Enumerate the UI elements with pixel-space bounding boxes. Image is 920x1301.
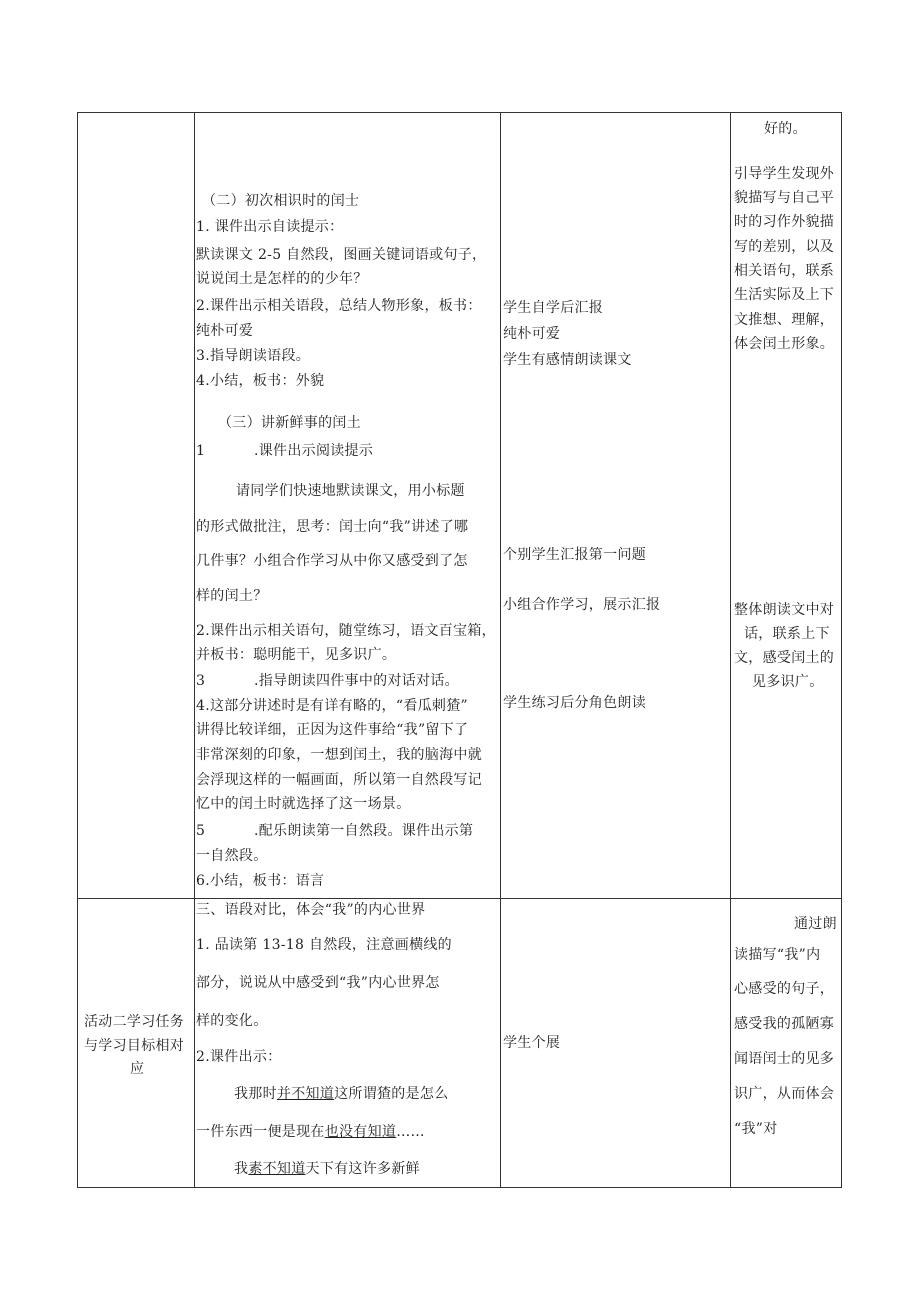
student-activity-text: 个别学生汇报第一问题 xyxy=(503,547,646,563)
section-3-item-4-text: 忆中的闰土时就选择了这一场景。 xyxy=(196,796,411,812)
underlined-phrase: 也没有知道 xyxy=(324,1124,397,1140)
student-activity-text: 学生有感情朗读课文 xyxy=(503,352,632,368)
section-item-1-text: 样的变化。 xyxy=(196,1013,268,1029)
section-3-item-5-number: 5 xyxy=(196,823,206,839)
column-divider xyxy=(194,113,195,1187)
section-2-title: （二）初次相识时的闰士 xyxy=(202,193,360,209)
section-3-item-5-text: 一自然段。 xyxy=(196,848,268,864)
section-3-item-2: 2.课件出示相关语句，随堂练习，语文百宝箱， xyxy=(196,623,496,639)
design-intent-text: 时的习作外貌描 xyxy=(734,214,835,230)
design-intent-text: 读描写“我”内 xyxy=(734,947,821,963)
section-3-item-4-text: 会浮现这样的一幅画面，所以第一自然段写记 xyxy=(196,772,482,788)
design-intent-text: 写的差别，以及 xyxy=(734,239,835,255)
section-3-paragraph: 的形式做批注，思考：闰士向“我”讲述了哪 xyxy=(196,519,469,535)
column-divider xyxy=(730,113,731,1187)
quoted-sentence: 一件东西一便是现在也没有知道…… xyxy=(196,1124,425,1140)
design-intent-text: 貌描写与自己平 xyxy=(734,190,835,206)
section-3-item-4-text: 非常深刻的印象，一想到闰土，我的脑海中就 xyxy=(196,747,482,763)
design-intent-text: 话，联系上下 xyxy=(744,626,830,642)
design-intent-text: 见多识广。 xyxy=(752,674,824,690)
quoted-sentence: 我素不知道天下有这许多新鲜 xyxy=(234,1161,420,1177)
design-intent-text: 文推想、理解， xyxy=(734,312,835,328)
section-3-item-2-text: 并板书：聪明能干，见多识广。 xyxy=(196,647,397,663)
section-3-item-4: 4.这部分讲述时是有详有略的，“看瓜刺猹” xyxy=(196,698,468,714)
design-intent-text: 生活实际及上下 xyxy=(734,287,835,303)
section-2-item-2-text: 纯朴可爱 xyxy=(196,323,254,339)
design-intent-text: 闻语闰士的见多 xyxy=(734,1051,835,1067)
student-activity-text: 小组合作学习，展示汇报 xyxy=(503,597,661,613)
design-intent-text: 通过朗 xyxy=(794,916,837,932)
lesson-plan-table xyxy=(77,112,842,1188)
activity-label-text: 与学习目标相对 xyxy=(84,1038,185,1054)
student-activity-text: 学生练习后分角色朗读 xyxy=(503,695,646,711)
design-intent-text: “我”对 xyxy=(734,1121,778,1137)
section-2-item-3: 3.指导朗读语段。 xyxy=(196,348,311,364)
section-3-item-6: 6.小结，板书：语言 xyxy=(196,873,325,889)
section-3-item-3-number: 3 xyxy=(196,673,206,689)
section-2-item-4: 4.小结，板书：外貌 xyxy=(196,373,325,389)
section-3-paragraph: 样的闰土？ xyxy=(196,588,268,604)
design-intent-text: 引导学生发现外 xyxy=(734,166,835,182)
section-3-paragraph: 请同学们快速地默读课文，用小标题 xyxy=(236,483,465,499)
section-3-item-1-number: 1 xyxy=(196,443,206,459)
section-3-item-5: .配乐朗读第一自然段。课件出示第 xyxy=(254,823,474,839)
design-intent-text: 识广，从而体会 xyxy=(734,1086,835,1102)
section-3-item-1: .课件出示阅读提示 xyxy=(254,443,374,459)
column-divider xyxy=(500,113,501,1187)
student-activity-text: 学生自学后汇报 xyxy=(503,300,604,316)
section-item-1-text: 部分，说说从中感受到“我”内心世界怎 xyxy=(196,975,440,991)
section-2-item-1-text: 说说闰土是怎样的的少年？ xyxy=(196,271,368,287)
underlined-phrase: 素不知道 xyxy=(248,1161,306,1177)
section-2-item-1: 1. 课件出示自读提示： xyxy=(196,219,344,235)
section-item-1: 1. 品读第 13-18 自然段，注意画横线的 xyxy=(196,937,452,953)
row-divider xyxy=(78,898,841,899)
design-intent-text: 感受我的孤陋寡 xyxy=(734,1016,835,1032)
section-2-item-2: 2.课件出示相关语段，总结人物形象，板书： xyxy=(196,298,482,314)
activity-label-text: 活动二学习任务 xyxy=(84,1014,185,1030)
design-intent-text: 体会闰土形象。 xyxy=(734,336,835,352)
design-intent-text: 好的。 xyxy=(764,121,807,137)
student-activity-text: 纯朴可爱 xyxy=(503,326,561,342)
student-activity-text: 学生个展 xyxy=(503,1035,561,1051)
design-intent-text: 相关语句，联系 xyxy=(734,263,835,279)
design-intent-text: 整体朗读文中对 xyxy=(734,602,835,618)
section-title: 三、语段对比，体会“我”的内心世界 xyxy=(196,902,426,918)
section-item-2: 2.课件出示： xyxy=(196,1049,282,1065)
underlined-phrase: 并不知道 xyxy=(276,1086,335,1102)
section-3-title: （三）讲新鲜事的闰土 xyxy=(218,415,361,431)
design-intent-text: 心感受的句子， xyxy=(734,981,835,997)
section-3-item-4-text: 讲得比较详细，正因为这件事给“我”留下了 xyxy=(196,722,469,738)
section-2-item-1-text: 默读课文 2-5 自然段，图画关键词语或句子， xyxy=(196,247,487,263)
section-3-item-3: .指导朗读四件事中的对话对话。 xyxy=(254,673,459,689)
section-3-paragraph: 几件事？小组合作学习从中你又感受到了怎 xyxy=(196,553,468,569)
activity-label-text: 应 xyxy=(130,1061,145,1077)
quoted-sentence: 我那时并不知道这所谓猹的是怎么 xyxy=(234,1086,449,1102)
design-intent-text: 文，感受闰土的 xyxy=(734,650,835,666)
